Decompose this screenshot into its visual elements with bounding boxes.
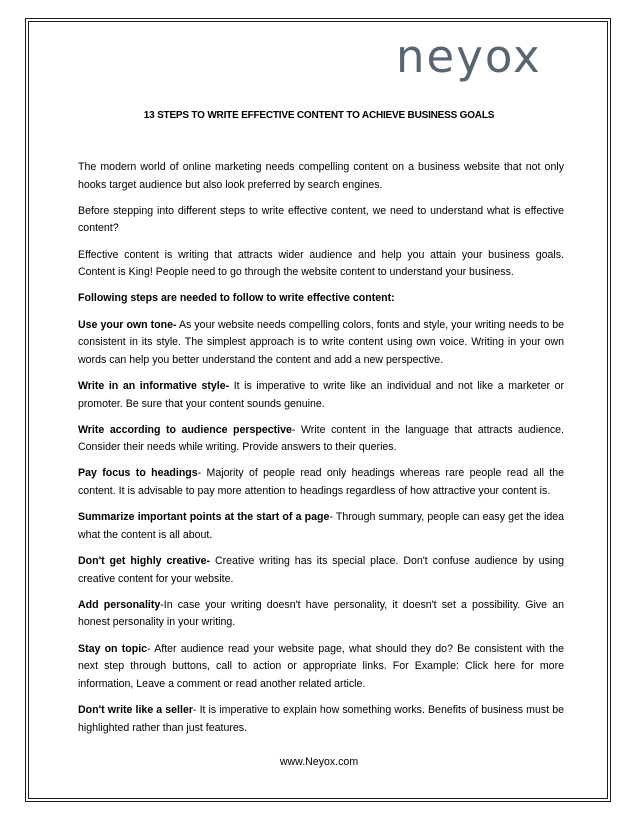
step-paragraph bbox=[78, 465, 564, 500]
intro-paragraph: Before stepping into different steps to write effective content, we need to understand what is effective content? bbox=[78, 204, 564, 235]
step-text: - Majority of people read only headings whereas rare people read all the content. It is advisable to pay more attention to headings regardless of how attractive your content is. bbox=[78, 467, 564, 498]
step-paragraph bbox=[78, 702, 564, 737]
step-paragraph bbox=[78, 422, 564, 457]
step-text: - Through summary, people can easy get the idea what the content is all about. bbox=[78, 511, 564, 541]
step-text: - After audience read your website page, what should they do? Be consistent with the next step through buttons, call to action or appropriate links. For Example: Click here for more information, Leave a comment or read another related article. bbox=[78, 642, 565, 690]
step-paragraph bbox=[78, 597, 564, 632]
step-heading: Use your own tone- bbox=[78, 318, 177, 331]
step-heading: Stay on topic bbox=[78, 642, 148, 655]
step-text: Creative writing has its special place. Don't confuse audience by using creative content for your website. bbox=[78, 555, 564, 585]
step-heading: Write according to audience perspective bbox=[78, 423, 292, 436]
step-heading: Summarize important points at the start of a page bbox=[78, 511, 330, 524]
steps-heading bbox=[78, 290, 564, 308]
step-paragraph bbox=[78, 378, 564, 413]
intro-paragraph: Effective content is writing that attracts wider audience and help you attain your business goals. Content is King! People need to go through the website content to understand your business. bbox=[78, 248, 564, 279]
step-heading: Add personality bbox=[78, 598, 161, 611]
neyox-logo: neyox bbox=[396, 30, 542, 83]
step-text: - It is imperative to explain how something works. Benefits of business must be highlighted rather than just features. bbox=[78, 703, 565, 734]
step-paragraph bbox=[78, 509, 564, 544]
step-paragraph bbox=[78, 641, 564, 694]
document-title: 13 STEPS TO WRITE EFFECTIVE CONTENT TO ACHIEVE BUSINESS GOALS bbox=[143, 110, 495, 121]
document-body bbox=[78, 159, 564, 746]
step-paragraph bbox=[78, 317, 564, 370]
step-text: It is imperative to write like an individual and not like a marketer or promoter. Be sure that your content sounds genuine. bbox=[78, 379, 564, 410]
step-heading: Don't write like a seller bbox=[78, 703, 193, 716]
step-heading: Don't get highly creative- bbox=[78, 555, 211, 568]
step-heading: Write in an informative style- bbox=[78, 379, 230, 392]
intro-paragraph: The modern world of online marketing needs compelling content on a business website that not only hooks target audience but also look preferred by search engines. bbox=[78, 161, 564, 191]
step-text: -In case your writing doesn't have personality, it doesn't set a possibility. Give an honest personality in your writing. bbox=[78, 598, 564, 629]
step-text: - Write content in the language that attracts audience. Consider their needs while writing. Provide answers to their queries. bbox=[78, 423, 564, 454]
steps-heading-text: Following steps are needed to follow to write effective content: bbox=[78, 292, 395, 305]
step-heading: Pay focus to headings bbox=[78, 467, 198, 480]
footer-url: www.Neyox.com bbox=[279, 756, 359, 768]
step-paragraph bbox=[78, 553, 564, 588]
step-text: As your website needs compelling colors, fonts and style, your writing needs to be consistent in its style. The simplest approach is to write content using own voice. Writing in your own words can help you better understand the content and add a new perspective. bbox=[78, 318, 564, 366]
